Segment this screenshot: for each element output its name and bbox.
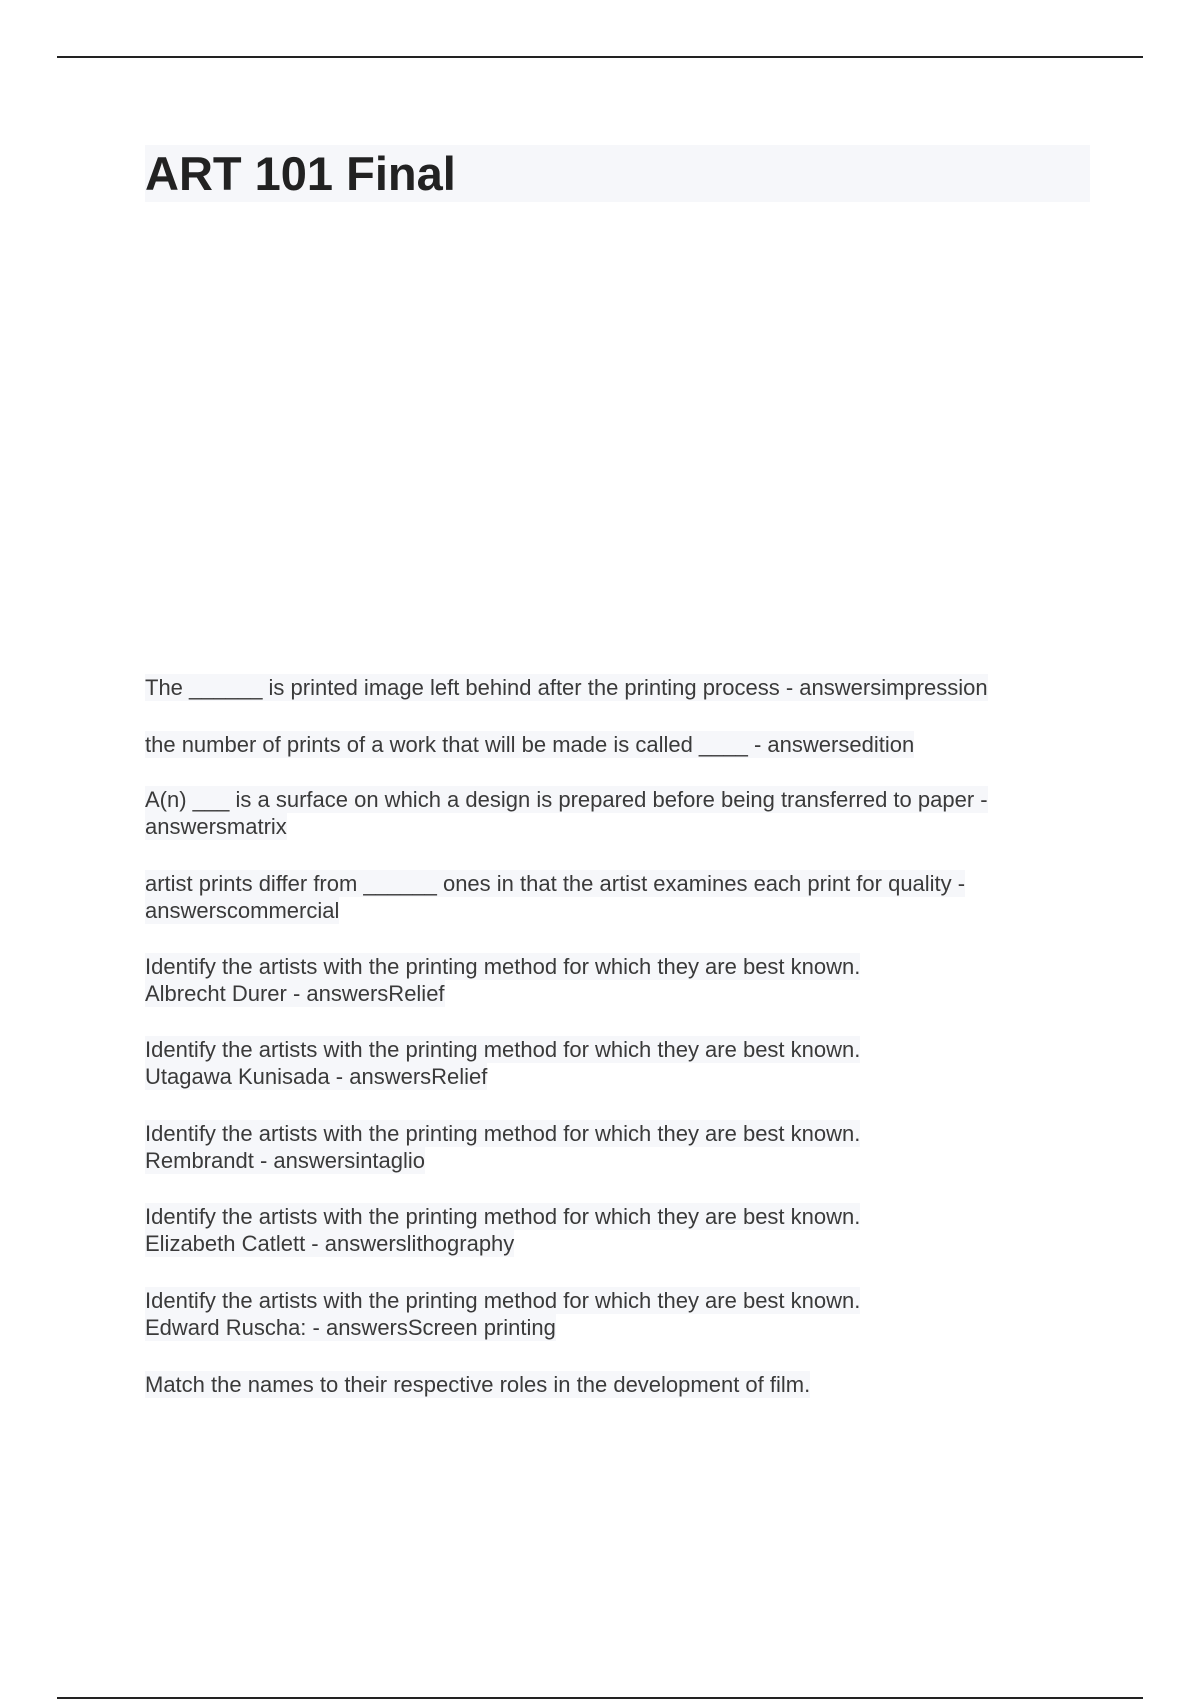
qa-line: Elizabeth Catlett - answerslithography: [145, 1231, 515, 1256]
qa-line: Identify the artists with the printing method for which they are best known.: [145, 1121, 861, 1146]
qa-item: [145, 1036, 860, 1090]
qa-line: artist prints differ from ______ ones in that the artist examines each print for quality -: [145, 871, 966, 896]
qa-item: [145, 1287, 860, 1341]
qa-line: A(n) ___ is a surface on which a design is prepared before being transferred to paper -: [145, 787, 988, 812]
qa-line: Albrecht Durer - answersRelief: [145, 981, 445, 1006]
qa-line: the number of prints of a work that will be made is called ____ - answersedition: [145, 732, 915, 757]
qa-line: Utagawa Kunisada - answersRelief: [145, 1064, 488, 1089]
top-rule: [57, 56, 1143, 58]
qa-line: Identify the artists with the printing method for which they are best known.: [145, 1288, 861, 1313]
document-title: ART 101 Final: [145, 147, 456, 200]
qa-line: The ______ is printed image left behind after the printing process - answersimpression: [145, 675, 988, 700]
qa-item: [145, 731, 914, 758]
qa-line: Identify the artists with the printing method for which they are best known.: [145, 954, 861, 979]
qa-line: Rembrandt - answersintaglio: [145, 1148, 426, 1173]
qa-line: Match the names to their respective roles in the development of film.: [145, 1372, 811, 1397]
qa-item: [145, 786, 988, 840]
qa-item: [145, 1371, 810, 1398]
qa-item: [145, 953, 860, 1007]
qa-item: [145, 674, 988, 701]
qa-line: answerscommercial: [145, 898, 340, 923]
qa-item: [145, 1203, 860, 1257]
bottom-rule: [57, 1697, 1143, 1699]
qa-line: answersmatrix: [145, 814, 287, 839]
qa-line: Edward Ruscha: - answersScreen printing: [145, 1315, 556, 1340]
qa-line: Identify the artists with the printing method for which they are best known.: [145, 1037, 861, 1062]
qa-line: Identify the artists with the printing method for which they are best known.: [145, 1204, 861, 1229]
qa-item: [145, 1120, 860, 1174]
qa-item: [145, 870, 965, 924]
